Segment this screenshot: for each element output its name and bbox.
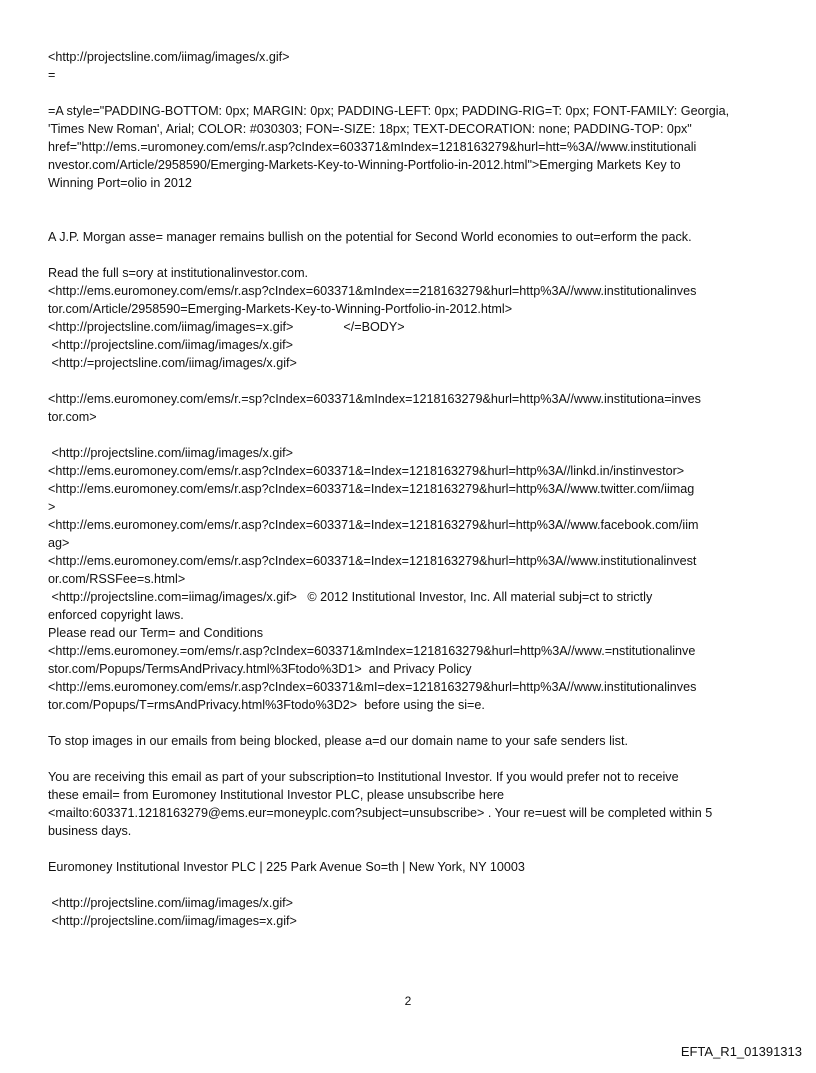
text-line: > [48,500,56,514]
text-line: <http://projectsline.com/iimag/images=x.gif> [48,914,297,928]
text-line: You are receiving this email as part of your subscription=to Institutional Investor. If you would prefer not to receive [48,770,679,784]
text-line: <http://ems.euromoney.com/ems/r.asp?cIndex=603371&=Index=1218163279&hurl=http%3A//linkd.in/instinvestor> [48,464,685,478]
text-line: <http://projectsline.com=iimag/images/x.gif> © 2012 Institutional Investor, Inc. All material subj=ct to strictly [48,590,653,604]
text-line: enforced copyright laws. [48,608,184,622]
text-line: <http://projectsline.com/iimag/images/x.gif> [48,50,290,64]
blank-line [48,876,776,894]
text-line: tor.com> [48,410,97,424]
text-line: <http://ems.euromoney.com/ems/r.asp?cIndex=603371&=Index=1218163279&hurl=http%3A//www.facebook.com/iim [48,518,699,532]
blank-line [48,372,776,390]
text-line: <http://ems.euromoney.com/ems/r.=sp?cIndex=603371&mIndex=1218163279&hurl=http%3A//www.institutiona=inves [48,392,701,406]
text-line: Please read our Term= and Conditions [48,626,264,640]
text-line: Winning Port=olio in 2012 [48,176,192,190]
text-line: Euromoney Institutional Investor PLC | 225 Park Avenue So=th | New York, NY 10003 [48,860,525,874]
blank-line [48,840,776,858]
text-line: or.com/RSSFee=s.html> [48,572,186,586]
blank-line [48,750,776,768]
text-line-with-body-close [48,318,776,336]
document-body [48,48,776,930]
text-segment: <http://projectsline.com/iimag/images=x.gif> [48,320,294,334]
text-line: <http://ems.euromoney.com/ems/r.asp?cIndex=603371&=Index=1218163279&hurl=http%3A//www.institutionalinvest [48,554,697,568]
page-number: 2 [404,994,412,1008]
document-id: EFTA_R1_01391313 [680,1044,802,1059]
body-close-tag: </=BODY> [343,320,405,334]
text-line: = [48,68,56,82]
blank-line [48,714,776,732]
text-line: <mailto:603371.1218163279@ems.eur=moneyplc.com?subject=unsubscribe> . Your re=uest will be completed within 5 [48,806,713,820]
text-line: <http://projectsline.com/iimag/images/x.gif> [48,896,293,910]
text-line: <http://ems.euromoney.com/ems/r.asp?cIndex=603371&=Index=1218163279&hurl=http%3A//www.twitter.com/iimag [48,482,695,496]
text-line: href="http://ems.=uromoney.com/ems/r.asp?cIndex=603371&mIndex=1218163279&hurl=htt=%3A//www.institutionali [48,140,697,154]
text-line: <http://ems.euromoney.=om/ems/r.asp?cIndex=603371&mIndex=1218163279&hurl=http%3A//www.=nstitutionalinve [48,644,696,658]
text-line: <http:/=projectsline.com/iimag/images/x.gif> [48,356,297,370]
text-line: nvestor.com/Article/2958590/Emerging-Markets-Key-to-Winning-Portfolio-in-2012.html">Emerging Markets Key to [48,158,681,172]
text-line: ag> [48,536,70,550]
text-line: stor.com/Popups/TermsAndPrivacy.html%3Ftodo%3D1> and Privacy Policy [48,662,472,676]
text-line: =A style="PADDING-BOTTOM: 0px; MARGIN: 0px; PADDING-LEFT: 0px; PADDING-RIG=T: 0px; FONT-FAMILY: Georgia, [48,104,730,118]
blank-line [48,84,776,102]
text-line: <http://ems.euromoney.com/ems/r.asp?cIndex=603371&mIndex==218163279&hurl=http%3A//www.institutionalinves [48,284,697,298]
text-line: business days. [48,824,132,838]
text-line: these email= from Euromoney Institutional Investor PLC, please unsubscribe here [48,788,505,802]
blank-line [48,426,776,444]
blank-line [48,192,776,228]
text-line: Read the full s=ory at institutionalinvestor.com. [48,266,309,280]
text-line: tor.com/Article/2958590=Emerging-Markets-Key-to-Winning-Portfolio-in-2012.html> [48,302,513,316]
text-line: A J.P. Morgan asse= manager remains bullish on the potential for Second World economies to out=erform the pack. [48,230,692,244]
text-line: <http://ems.euromoney.com/ems/r.asp?cIndex=603371&mI=dex=1218163279&hurl=http%3A//www.institutionalinves [48,680,697,694]
text-line: <http://projectsline.com/iimag/images/x.gif> [48,338,293,352]
text-line: tor.com/Popups/T=rmsAndPrivacy.html%3Ftodo%3D2> before using the si=e. [48,698,485,712]
text-line: To stop images in our emails from being blocked, please a=d our domain name to your safe senders list. [48,734,628,748]
blank-line [48,246,776,264]
text-line: <http://projectsline.com/iimag/images/x.gif> [48,446,293,460]
text-line: 'Times New Roman', Arial; COLOR: #030303; FON=-SIZE: 18px; TEXT-DECORATION: none; PADDING-TOP: 0px" [48,122,692,136]
